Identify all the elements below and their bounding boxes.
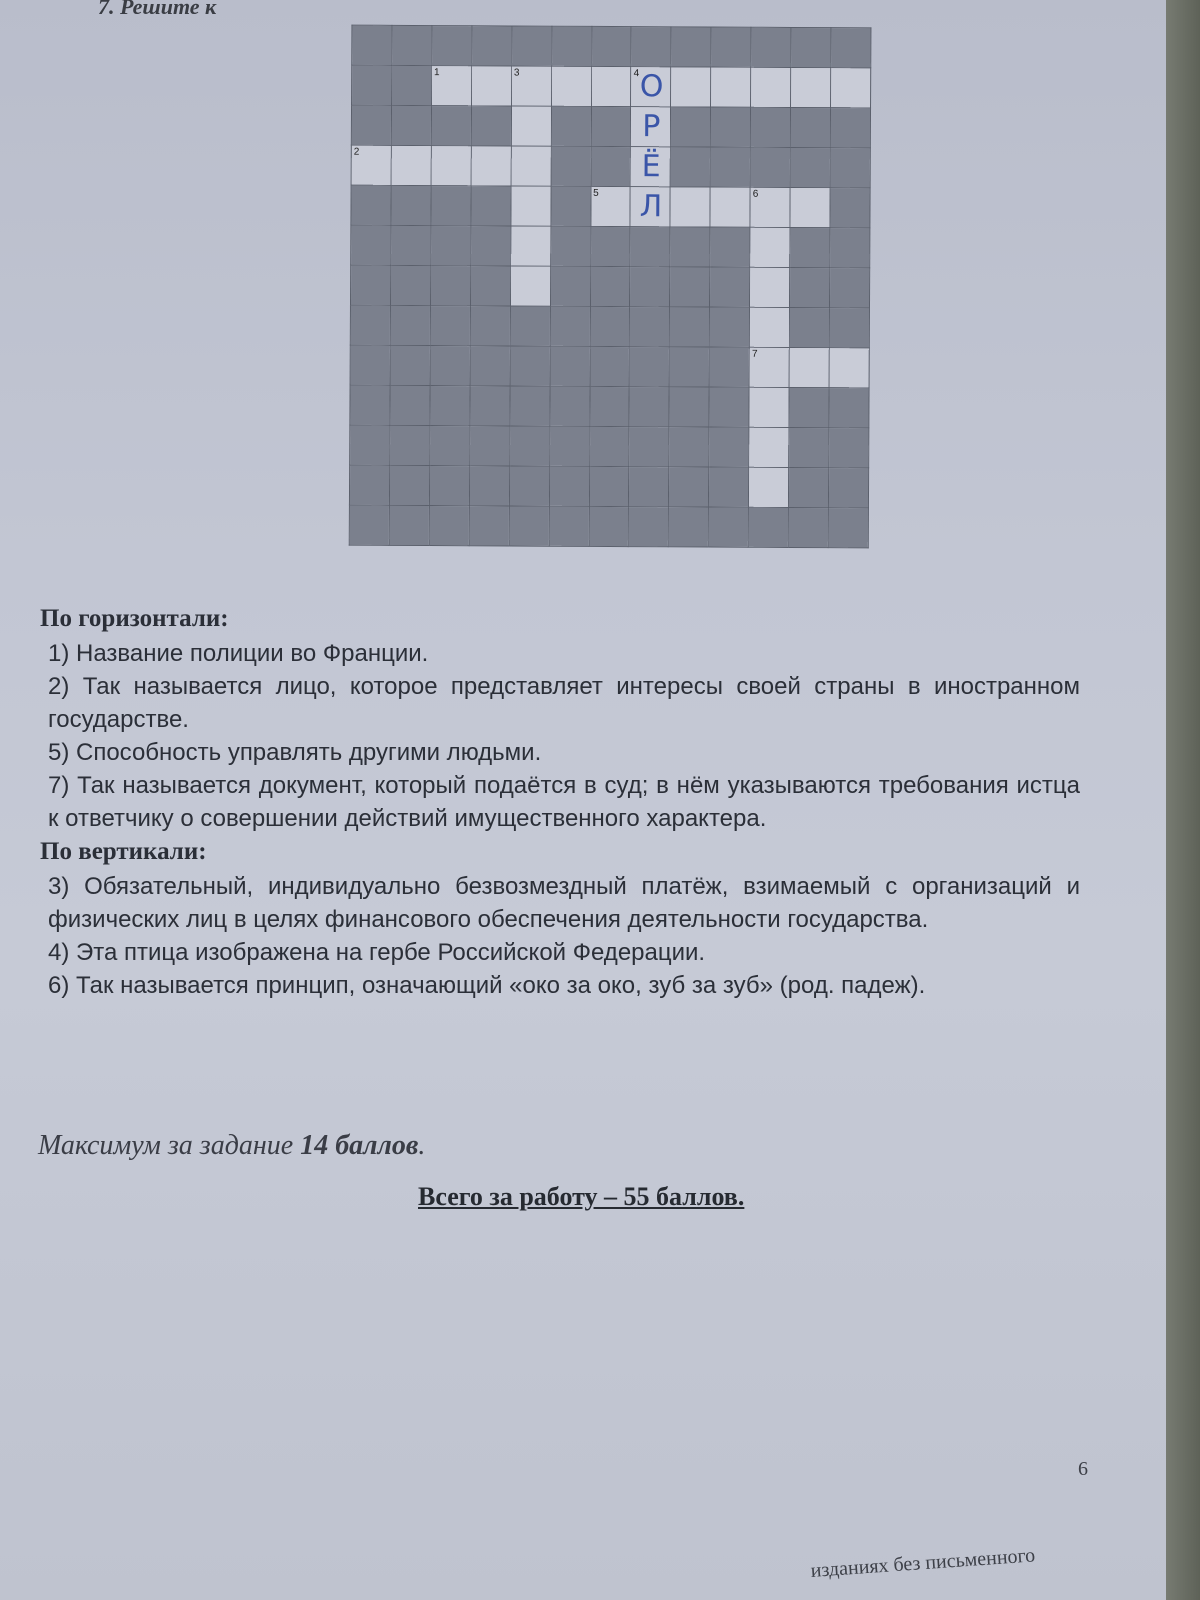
- crossword-cell-shaded: [351, 225, 391, 265]
- crossword-cell-open[interactable]: [670, 187, 710, 227]
- crossword-cell-open[interactable]: [631, 107, 671, 147]
- crossword-cell-shaded: [709, 427, 749, 467]
- down-heading: По вертикали:: [40, 838, 207, 865]
- crossword-cell-open[interactable]: [391, 145, 431, 185]
- crossword-cell-shaded: [391, 65, 431, 105]
- crossword-cell-shaded: [710, 227, 750, 267]
- crossword-cell-shaded: [389, 505, 429, 545]
- page-number: 6: [1078, 1458, 1088, 1480]
- crossword-cell-shaded: [350, 305, 390, 345]
- crossword-cell-open[interactable]: [510, 226, 550, 266]
- crossword-cell-shaded: [669, 467, 709, 507]
- crossword-cell-shaded: [670, 307, 710, 347]
- crossword-cell-shaded: [430, 386, 470, 426]
- crossword-cell-shaded: [630, 267, 670, 307]
- crossword-cell-shaded: [549, 386, 589, 426]
- crossword-cell-shaded: [551, 106, 591, 146]
- crossword-cell-shaded: [469, 466, 509, 506]
- crossword-cell-shaded: [470, 226, 510, 266]
- crossword-cell-open[interactable]: [471, 146, 511, 186]
- crossword-cell-shaded: [431, 186, 471, 226]
- crossword-cell-shaded: [509, 426, 549, 466]
- crossword-cell-open[interactable]: [831, 68, 871, 108]
- crossword-cell-shaded: [349, 465, 389, 505]
- max-score-line: [38, 1130, 425, 1162]
- crossword-cell-shaded: [390, 305, 430, 345]
- crossword-cell-shaded: [589, 466, 629, 506]
- grid-row: [349, 465, 868, 508]
- crossword-cell-shaded: [630, 227, 670, 267]
- across-clue-5: 5) Способность управлять другими людьми.: [48, 739, 542, 766]
- crossword-cell-shaded: [350, 385, 390, 425]
- crossword-cell-open[interactable]: [510, 266, 550, 306]
- crossword-cell-open[interactable]: [511, 186, 551, 226]
- crossword-cell-shaded: [790, 147, 830, 187]
- crossword-cell-shaded: [429, 426, 469, 466]
- crossword-cell-open[interactable]: [791, 67, 831, 107]
- crossword-cell-shaded: [350, 265, 390, 305]
- crossword-cell-shaded: [788, 507, 828, 547]
- crossword-cell-open[interactable]: [710, 187, 750, 227]
- crossword-cell-shaded: [551, 186, 591, 226]
- crossword-cell-shaded: [791, 27, 831, 67]
- crossword-cell-shaded: [631, 27, 671, 67]
- crossword-cell-shaded: [590, 266, 630, 306]
- crossword-cell-shaded: [790, 227, 830, 267]
- crossword-cell-shaded: [549, 466, 589, 506]
- crossword-cell-shaded: [390, 345, 430, 385]
- crossword-grid: [349, 25, 872, 583]
- crossword-cell-shaded: [591, 106, 631, 146]
- crossword-cell-shaded: [671, 107, 711, 147]
- crossword-cell-shaded: [550, 306, 590, 346]
- crossword-cell-open[interactable]: [511, 106, 551, 146]
- footer-fragment: изданиях без письменного: [810, 1544, 1036, 1582]
- crossword-cell-shaded: [748, 507, 788, 547]
- crossword-cell-shaded: [630, 307, 670, 347]
- crossword-cell-shaded: [710, 267, 750, 307]
- across-clue-7: 7) Так называется документ, который подаётся в суд; в нём указываются требования истца к ответчику о совершении действий имущественного характера.: [48, 772, 1080, 832]
- crossword-cell-shaded: [829, 388, 869, 428]
- crossword-cell-shaded: [470, 306, 510, 346]
- clue-number: 3: [513, 67, 520, 79]
- down-clue-3: 3) Обязательный, индивидуально безвозмездный платёж, взимаемый с организаций и физических лиц в целях финансового обеспечения деятельности государства.: [48, 873, 1080, 933]
- crossword-cell-shaded: [830, 188, 870, 228]
- crossword-cell-open[interactable]: [750, 267, 790, 307]
- grid-row: [350, 385, 869, 428]
- crossword-cell-open[interactable]: [471, 66, 511, 106]
- crossword-cell-shaded: [351, 105, 391, 145]
- crossword-cell-shaded: [709, 387, 749, 427]
- handwritten-letter: Р: [642, 109, 661, 145]
- crossword-cell-shaded: [470, 346, 510, 386]
- crossword-cell-open[interactable]: [789, 347, 829, 387]
- clues-block: [40, 602, 1080, 1002]
- crossword-cell-shaded: [390, 265, 430, 305]
- crossword-cell-shaded: [549, 426, 589, 466]
- crossword-cell-shaded: [591, 146, 631, 186]
- crossword-cell-shaded: [790, 267, 830, 307]
- crossword-cell-shaded: [828, 468, 868, 508]
- crossword-cell-shaded: [511, 26, 551, 66]
- crossword-cell-shaded: [350, 425, 390, 465]
- crossword-cell-open[interactable]: [829, 348, 869, 388]
- crossword-cell-shaded: [390, 385, 430, 425]
- crossword-cell-shaded: [751, 107, 791, 147]
- crossword-cell-shaded: [389, 465, 429, 505]
- crossword-cell-shaded: [470, 266, 510, 306]
- crossword-cell-shaded: [471, 186, 511, 226]
- handwritten-letter: Л: [639, 189, 663, 225]
- crossword-cell-open[interactable]: [711, 67, 751, 107]
- crossword-cell-shaded: [629, 467, 669, 507]
- crossword-cell-open[interactable]: [750, 227, 790, 267]
- crossword-cell-shaded: [790, 107, 830, 147]
- across-heading: По горизонтали:: [40, 605, 229, 632]
- crossword-cell-shaded: [669, 347, 709, 387]
- crossword-cell-shaded: [390, 425, 430, 465]
- crossword-cell-shaded: [669, 507, 709, 547]
- crossword-cell-shaded: [670, 227, 710, 267]
- crossword-cell-shaded: [630, 347, 670, 387]
- crossword-cell-shaded: [789, 307, 829, 347]
- crossword-cell-shaded: [709, 347, 749, 387]
- crossword-cell-shaded: [709, 507, 749, 547]
- crossword-cell-shaded: [671, 27, 711, 67]
- clue-number: 6: [752, 188, 759, 200]
- crossword-cell-shaded: [510, 386, 550, 426]
- crossword-cell-shaded: [430, 346, 470, 386]
- crossword-cell-shaded: [469, 426, 509, 466]
- crossword-cell-shaded: [590, 226, 630, 266]
- crossword-cell-shaded: [750, 147, 790, 187]
- crossword-cell-shaded: [510, 306, 550, 346]
- crossword-cell-shaded: [351, 185, 391, 225]
- crossword-cell-shaded: [551, 26, 591, 66]
- crossword-cell-open[interactable]: [511, 66, 551, 106]
- crossword-cell-open[interactable]: [590, 186, 630, 226]
- crossword-cell-shaded: [829, 428, 869, 468]
- clue-number: 1: [434, 67, 440, 79]
- crossword-cell-shaded: [751, 27, 791, 67]
- crossword-cell-shaded: [431, 226, 471, 266]
- crossword-cell-open[interactable]: [671, 67, 711, 107]
- crossword-cell-shaded: [830, 148, 870, 188]
- clue-number: 2: [353, 146, 360, 158]
- crossword-cell-shaded: [710, 147, 750, 187]
- crossword-cell-shaded: [550, 226, 590, 266]
- grid-row: [351, 185, 870, 228]
- crossword-cell-open[interactable]: [749, 387, 789, 427]
- crossword-cell-open[interactable]: [591, 66, 631, 106]
- grid-row: [351, 225, 870, 268]
- crossword-cell-shaded: [830, 228, 870, 268]
- crossword-cell-shaded: [789, 427, 829, 467]
- crossword-cell-shaded: [350, 345, 390, 385]
- crossword-cell-open[interactable]: [551, 66, 591, 106]
- crossword-cell-shaded: [430, 306, 470, 346]
- crossword-cell-shaded: [510, 346, 550, 386]
- across-clue-2: 2) Так называется лицо, которое представляет интересы своей страны в иностранном государстве.: [48, 673, 1080, 733]
- page-edge-shadow: [1166, 0, 1200, 1600]
- crossword-cell-shaded: [550, 346, 590, 386]
- crossword-cell-shaded: [789, 387, 829, 427]
- crossword-cell-open[interactable]: [431, 66, 471, 106]
- grid-row: [351, 145, 870, 188]
- crossword-cell-shaded: [349, 505, 389, 545]
- max-score-prefix: Максимум за задание: [38, 1130, 301, 1161]
- crossword-cell-shaded: [470, 386, 510, 426]
- crossword-cell-open[interactable]: [749, 427, 789, 467]
- crossword-cell-shaded: [430, 266, 470, 306]
- down-clue-4: 4) Эта птица изображена на гербе Российской Федерации.: [48, 939, 706, 966]
- grid-row: [352, 65, 871, 108]
- crossword-cell-open[interactable]: [511, 146, 551, 186]
- crossword-cell-shaded: [352, 65, 392, 105]
- crossword-cell-open[interactable]: [749, 307, 789, 347]
- crossword-cell-open[interactable]: [631, 147, 671, 187]
- grid-row: [350, 265, 869, 308]
- crossword-cell-open[interactable]: [351, 145, 391, 185]
- across-clue-1: 1) Название полиции во Франции.: [48, 640, 429, 667]
- crossword-cell-shaded: [831, 28, 871, 68]
- grid-row: [349, 505, 868, 548]
- grid-row: [350, 345, 869, 388]
- crossword-cell-shaded: [472, 26, 512, 66]
- crossword-cell-shaded: [469, 506, 509, 546]
- crossword-cell-shaded: [352, 25, 392, 65]
- crossword-cell-open[interactable]: [631, 67, 671, 107]
- crossword-table: [349, 25, 872, 549]
- crossword-cell-shaded: [670, 267, 710, 307]
- crossword-cell-shaded: [830, 108, 870, 148]
- crossword-cell-shaded: [669, 387, 709, 427]
- crossword-cell-shaded: [589, 386, 629, 426]
- grid-row: [352, 25, 871, 68]
- crossword-cell-shaded: [709, 467, 749, 507]
- crossword-cell-shaded: [589, 426, 629, 466]
- crossword-cell-shaded: [551, 146, 591, 186]
- crossword-cell-shaded: [391, 225, 431, 265]
- crossword-cell-open[interactable]: [750, 187, 790, 227]
- down-clue-6: 6) Так называется принцип, означающий «око за око, зуб за зуб» (род. падеж).: [48, 972, 926, 999]
- crossword-cell-shaded: [710, 307, 750, 347]
- crossword-cell-open[interactable]: [431, 146, 471, 186]
- crossword-cell-shaded: [711, 107, 751, 147]
- crossword-cell-shaded: [589, 506, 629, 546]
- crossword-cell-shaded: [711, 27, 751, 67]
- crossword-cell-shaded: [391, 185, 431, 225]
- crossword-cell-shaded: [829, 308, 869, 348]
- crossword-cell-shaded: [550, 266, 590, 306]
- crossword-cell-shaded: [629, 387, 669, 427]
- crossword-cell-shaded: [670, 147, 710, 187]
- crossword-cell-shaded: [509, 506, 549, 546]
- crossword-cell-shaded: [590, 346, 630, 386]
- crossword-cell-open[interactable]: [790, 187, 830, 227]
- crossword-cell-shaded: [509, 466, 549, 506]
- crossword-cell-shaded: [392, 25, 432, 65]
- crossword-cell-open[interactable]: [749, 467, 789, 507]
- clue-number: 7: [751, 348, 758, 360]
- crossword-cell-shaded: [789, 467, 829, 507]
- total-score: Всего за работу – 55 баллов.: [418, 1182, 745, 1211]
- crossword-cell-shaded: [828, 508, 868, 548]
- crossword-cell-shaded: [429, 466, 469, 506]
- crossword-cell-shaded: [590, 306, 630, 346]
- clue-number: 4: [633, 68, 640, 80]
- crossword-cell-shaded: [669, 427, 709, 467]
- crossword-cell-shaded: [429, 506, 469, 546]
- task-title: 7. Решите к: [98, 0, 217, 19]
- crossword-cell-shaded: [629, 507, 669, 547]
- crossword-cell-open[interactable]: [630, 187, 670, 227]
- crossword-cell-shaded: [431, 106, 471, 146]
- clue-number: 5: [593, 187, 599, 199]
- max-score-suffix: .: [418, 1130, 426, 1161]
- crossword-cell-shaded: [629, 427, 669, 467]
- handwritten-letter: Ё: [641, 149, 661, 185]
- crossword-cell-shaded: [471, 106, 511, 146]
- max-score-points: 14 баллов: [300, 1130, 419, 1161]
- handwritten-letter: О: [639, 69, 664, 105]
- crossword-cell-shaded: [391, 105, 431, 145]
- crossword-cell-shaded: [549, 506, 589, 546]
- crossword-cell-shaded: [432, 26, 472, 66]
- crossword-cell-open[interactable]: [751, 67, 791, 107]
- crossword-cell-shaded: [830, 268, 870, 308]
- crossword-cell-open[interactable]: [749, 347, 789, 387]
- grid-row: [350, 305, 869, 348]
- grid-row: [351, 105, 870, 148]
- crossword-cell-shaded: [591, 26, 631, 66]
- grid-row: [350, 425, 869, 468]
